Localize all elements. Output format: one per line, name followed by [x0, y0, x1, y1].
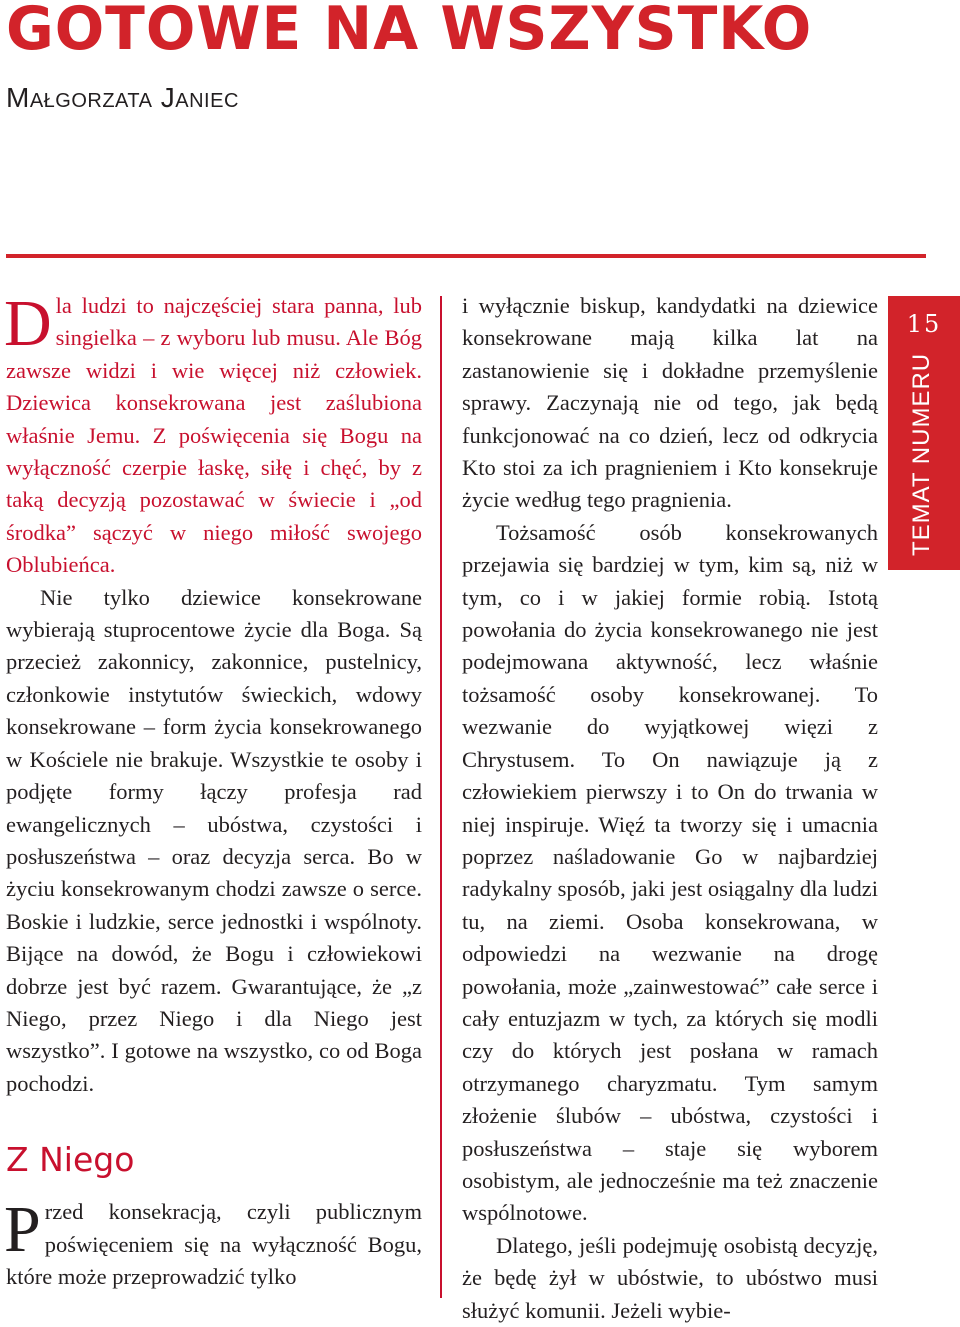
body-paragraph: Tożsamość osób konsekrowanych przejawia się bardziej w tym, kim są, niż w tym, co i w jakiej formie robią. Istotą powołania do życia konsekrowanego nie jest podejmowana aktywność, lecz właśnie tożsamość osoby konsekrowanej. To wezwanie do wyjątkowej więzi z Chrystusem. To On nawiązuje ją z człowiekiem pierwszy i to On do trwania w niej inspiruje. Więź ta tworzy się i umacnia poprzez naśladowanie Go w najbardziej radykalny sposób, jaki jest osiągalny dla ludzi tu, na ziemi. Osoba konsekrowana, w odpowiedzi na wezwanie na drogę powołania, może „zainwestować” całe serce i cały entuzjazm w tych, za których się modli czy do których jest posłana w ramach otrzymanego charyzmatu. Tym samym złożenie ślubów – ubóstwa, czystości i posłuszeństwa – staje się wyborem osobistym, ale jednocześnie ma też znaczenie wspólnotowe.: [462, 519, 878, 1226]
header-rule: [6, 254, 926, 258]
section-heading: Z Niego: [6, 1140, 135, 1180]
section-text: rzed konsekracją, czyli publicznym poświęceniem się na wyłączność Bogu, które może przeprowadzić tylko: [6, 1199, 422, 1289]
column-divider: [440, 296, 442, 1298]
body-paragraph: Dlatego, jeśli podejmuję osobistą decyzję, że będę żył w ubóstwie, to ubóstwo musi służyć komunii. Jeżeli wybie-: [462, 1232, 878, 1323]
section-tab: [888, 296, 960, 570]
section-label: TEMAT NUMERU: [908, 352, 935, 556]
left-column: [4, 287, 422, 1293]
body-paragraph: Nie tylko dziewice konsekrowane wybierają stuprocentowe życie dla Boga. Są przecież zakonnicy, zakonnice, pustelnicy, członkowie instytutów świeckich, wdowy konsekrowane – form życia konsekrowanego w Kościele nie brakuje. Wszystkie te osoby i podjęte formy łączy profesja rad ewangelicznych – ubóstwa, czystości i posłuszeństwa – oraz decyzja serca. Bo w życiu konsekrowanym chodzi zawsze o serce. Boskie i ludzkie, serce jednostki i wspólnoty. Bijące na dowód, że Bogu i człowiekowi dobrze jest być razem. Gwarantujące, że „z Niego, przez Niego i dla Niego jest wszystko”. I gotowe na wszystko, co od Boga pochodzi.: [6, 584, 422, 1096]
section-dropcap: P: [4, 1193, 41, 1267]
body-paragraph: i wyłącznie biskup, kandydatki na dziewice konsekrowane mają kilka lat na zastanowienie się i dokładne przemyślenie sprawy. Zaczynają nie od tego, jak będą funkcjonować na co dzień, lecz od odkrycia Kto stoi za ich pragnieniem i Kto konsekruje życie według tego pragnienia.: [462, 293, 878, 513]
article-author: Małgorzata Janiec: [6, 82, 239, 113]
page-number: 15: [906, 310, 942, 338]
lead-text: la ludzi to najczęściej stara panna, lub singielka – z wyboru lub musu. Ale Bóg zawsze widzi i wie więcej niż człowiek. Dziewica konsekrowana jest zaślubiona właśnie Jemu. Z poświęcenia się Bogu na wyłączność czerpie łaskę, siłę i chęć, by z taką decyzją pozostawać w świecie i „od środka” sączyć w niego miłość swojego Oblubieńca.: [6, 293, 422, 578]
article-title: GOTOWE NA WSZYSTKO: [6, 0, 813, 64]
lead-dropcap: D: [4, 287, 52, 360]
section-paragraph: [4, 1193, 422, 1293]
lead-paragraph: [4, 287, 422, 582]
right-column: [462, 290, 878, 1327]
